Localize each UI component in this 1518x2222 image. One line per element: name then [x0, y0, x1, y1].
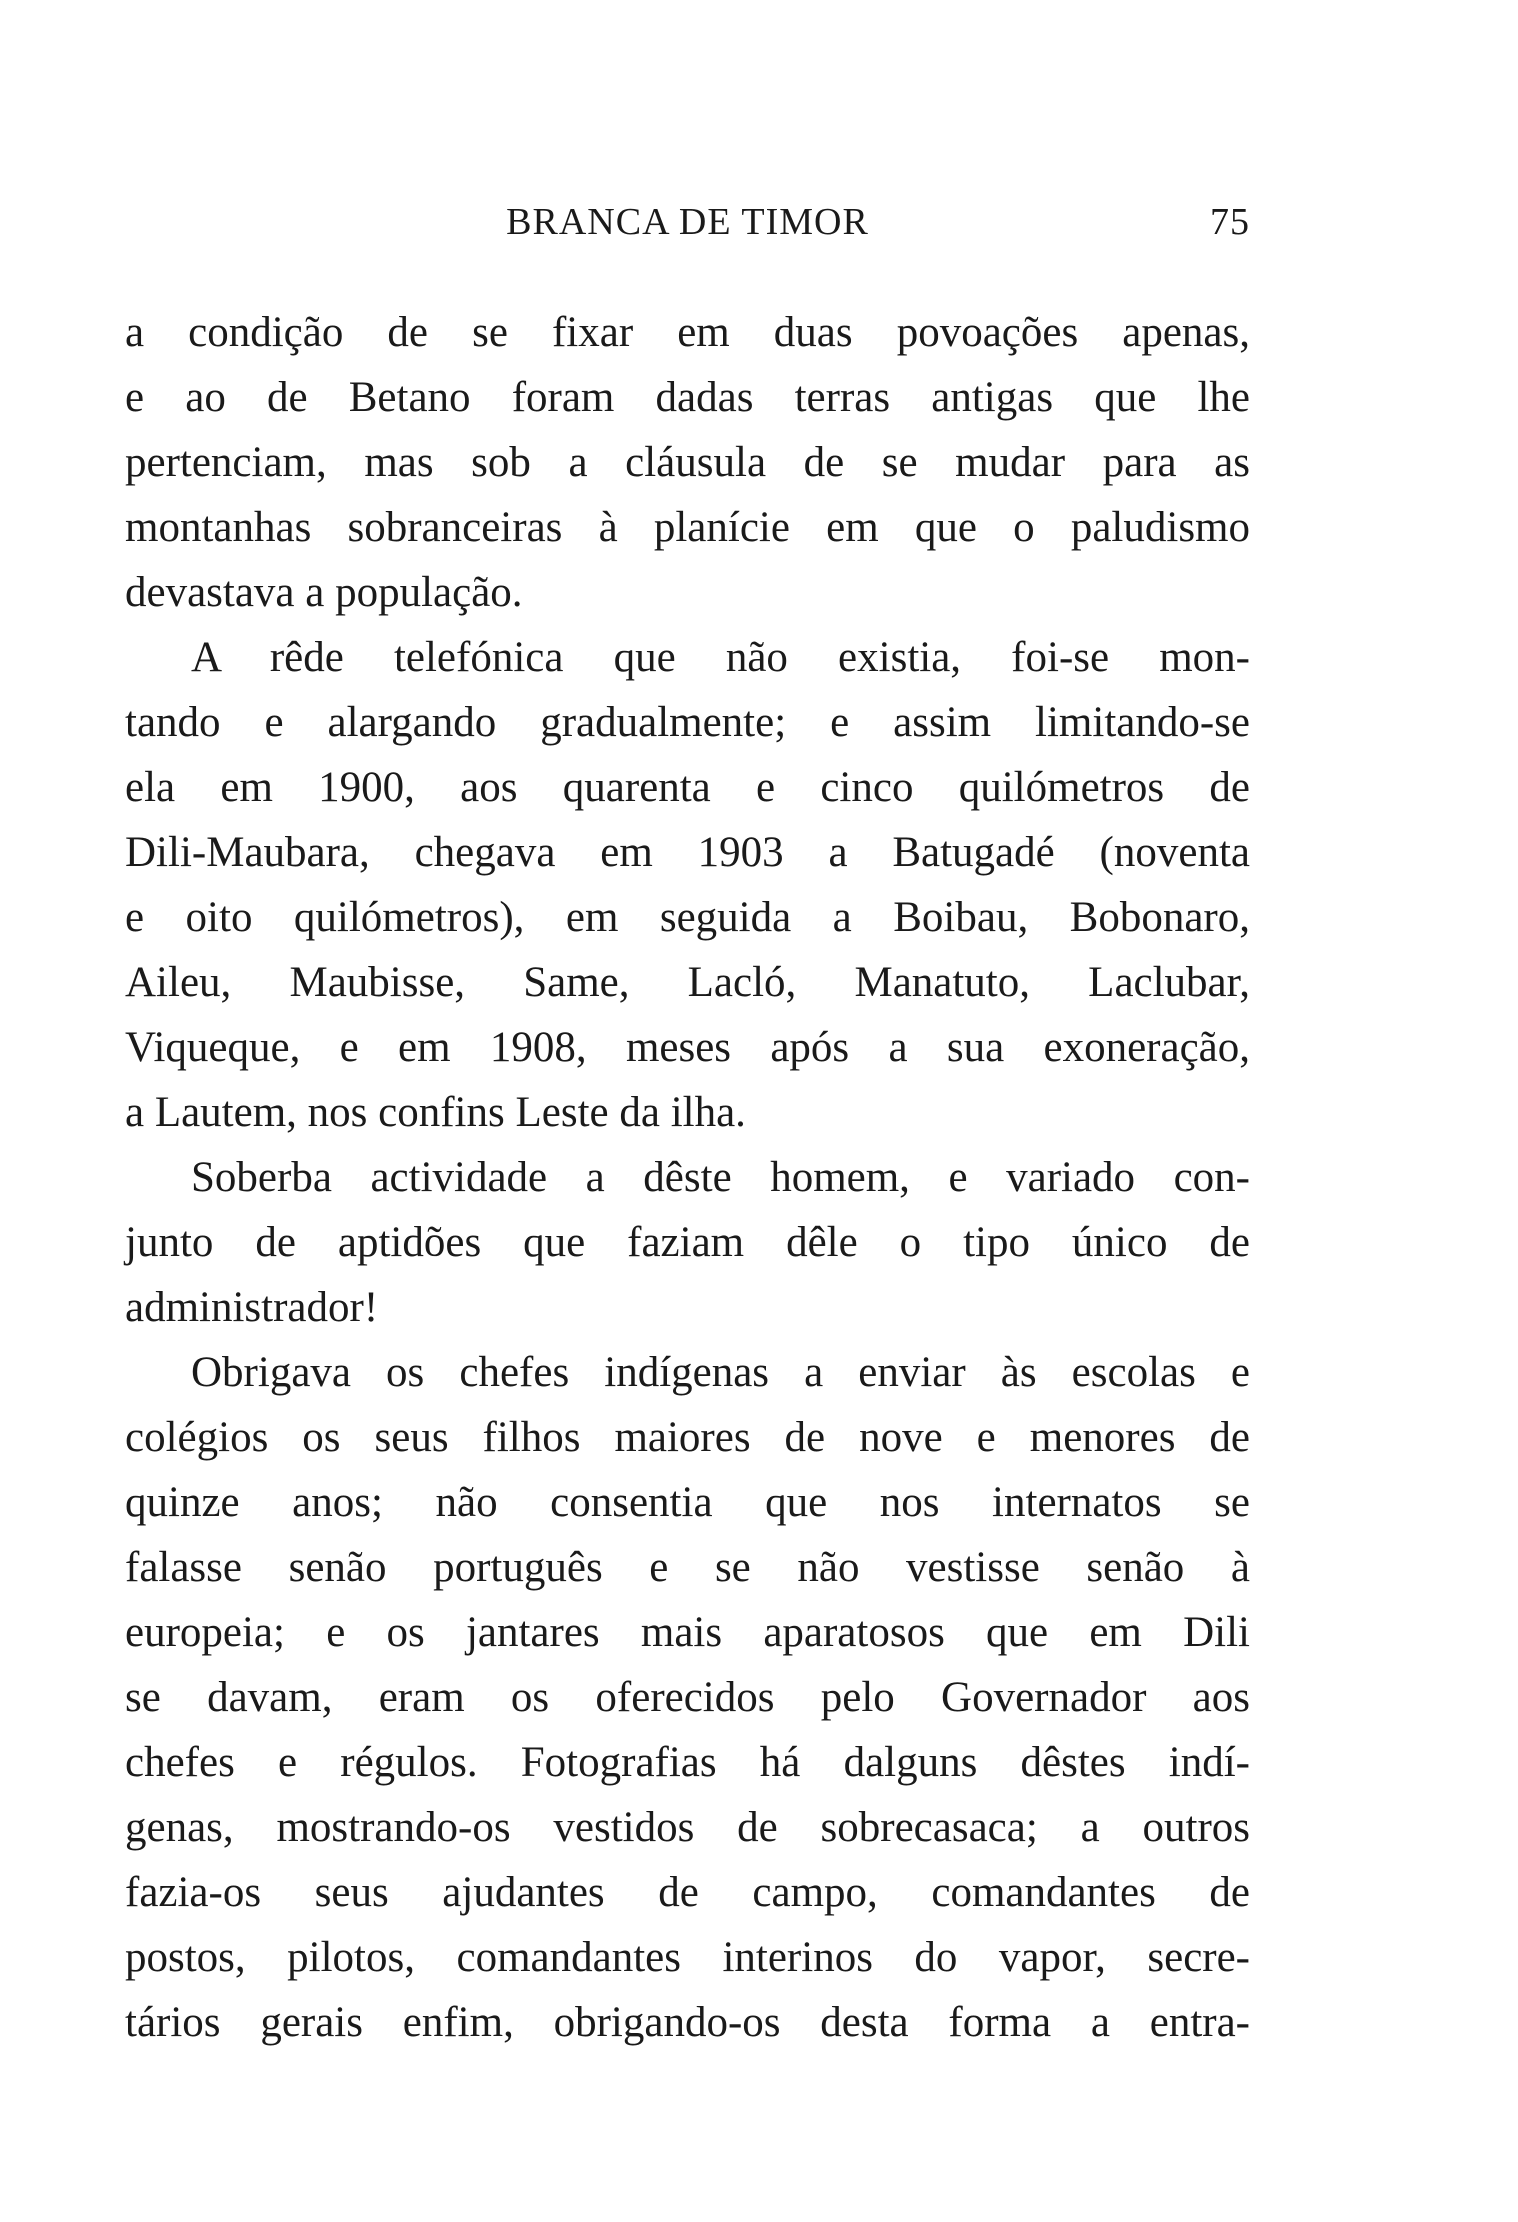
text-line: fazia-os seus ajudantes de campo, comandantes de [125, 1869, 1250, 1916]
paragraph-3 [125, 1145, 1250, 1340]
text-line: montanhas sobranceiras à planície em que o paludismo [125, 504, 1250, 551]
text-line: a Lautem, nos confins Leste da ilha. [125, 1089, 746, 1136]
text-line: europeia; e os jantares mais aparatosos que em Dili [125, 1609, 1250, 1656]
text-line: postos, pilotos, comandantes interinos do vapor, secre- [125, 1934, 1250, 1981]
body-text [125, 300, 1250, 2055]
running-title: BRANCA DE TIMOR [506, 201, 869, 243]
text-line: Viqueque, e em 1908, meses após a sua exoneração, [125, 1024, 1250, 1071]
text-line: se davam, eram os oferecidos pelo Governador aos [125, 1674, 1250, 1721]
paragraph-1 [125, 300, 1250, 625]
text-line: a condição de se fixar em duas povoações apenas, [125, 309, 1250, 356]
text-line: A rêde telefónica que não existia, foi-se mon- [191, 634, 1250, 681]
paragraph-2 [125, 625, 1250, 1145]
text-line: genas, mostrando-os vestidos de sobrecasaca; a outros [125, 1804, 1250, 1851]
text-line: chefes e régulos. Fotografias há dalguns dêstes indí- [125, 1739, 1250, 1786]
text-line: devastava a população. [125, 569, 523, 616]
text-line: Dili-Maubara, chegava em 1903 a Batugadé (noventa [125, 829, 1250, 876]
text-line: e ao de Betano foram dadas terras antigas que lhe [125, 374, 1250, 421]
text-line: falasse senão português e se não vestisse senão à [125, 1544, 1250, 1591]
running-header [125, 200, 1250, 260]
text-line: tando e alargando gradualmente; e assim limitando-se [125, 699, 1250, 746]
page-number: 75 [1210, 201, 1250, 243]
text-line: junto de aptidões que faziam dêle o tipo único de [125, 1219, 1250, 1266]
paragraph-4 [125, 1340, 1250, 2055]
text-line: colégios os seus filhos maiores de nove e menores de [125, 1414, 1250, 1461]
text-line: tários gerais enfim, obrigando-os desta forma a entra- [125, 1999, 1250, 2046]
text-line: Aileu, Maubisse, Same, Lacló, Manatuto, Laclubar, [125, 959, 1250, 1006]
text-line: quinze anos; não consentia que nos internatos se [125, 1479, 1250, 1526]
text-line: Obrigava os chefes indígenas a enviar às escolas e [191, 1349, 1250, 1396]
text-line: Soberba actividade a dêste homem, e variado con- [191, 1154, 1250, 1201]
text-line: pertenciam, mas sob a cláusula de se mudar para as [125, 439, 1250, 486]
text-line: ela em 1900, aos quarenta e cinco quilómetros de [125, 764, 1250, 811]
text-line: administrador! [125, 1284, 379, 1331]
text-line: e oito quilómetros), em seguida a Boibau, Bobonaro, [125, 894, 1250, 941]
